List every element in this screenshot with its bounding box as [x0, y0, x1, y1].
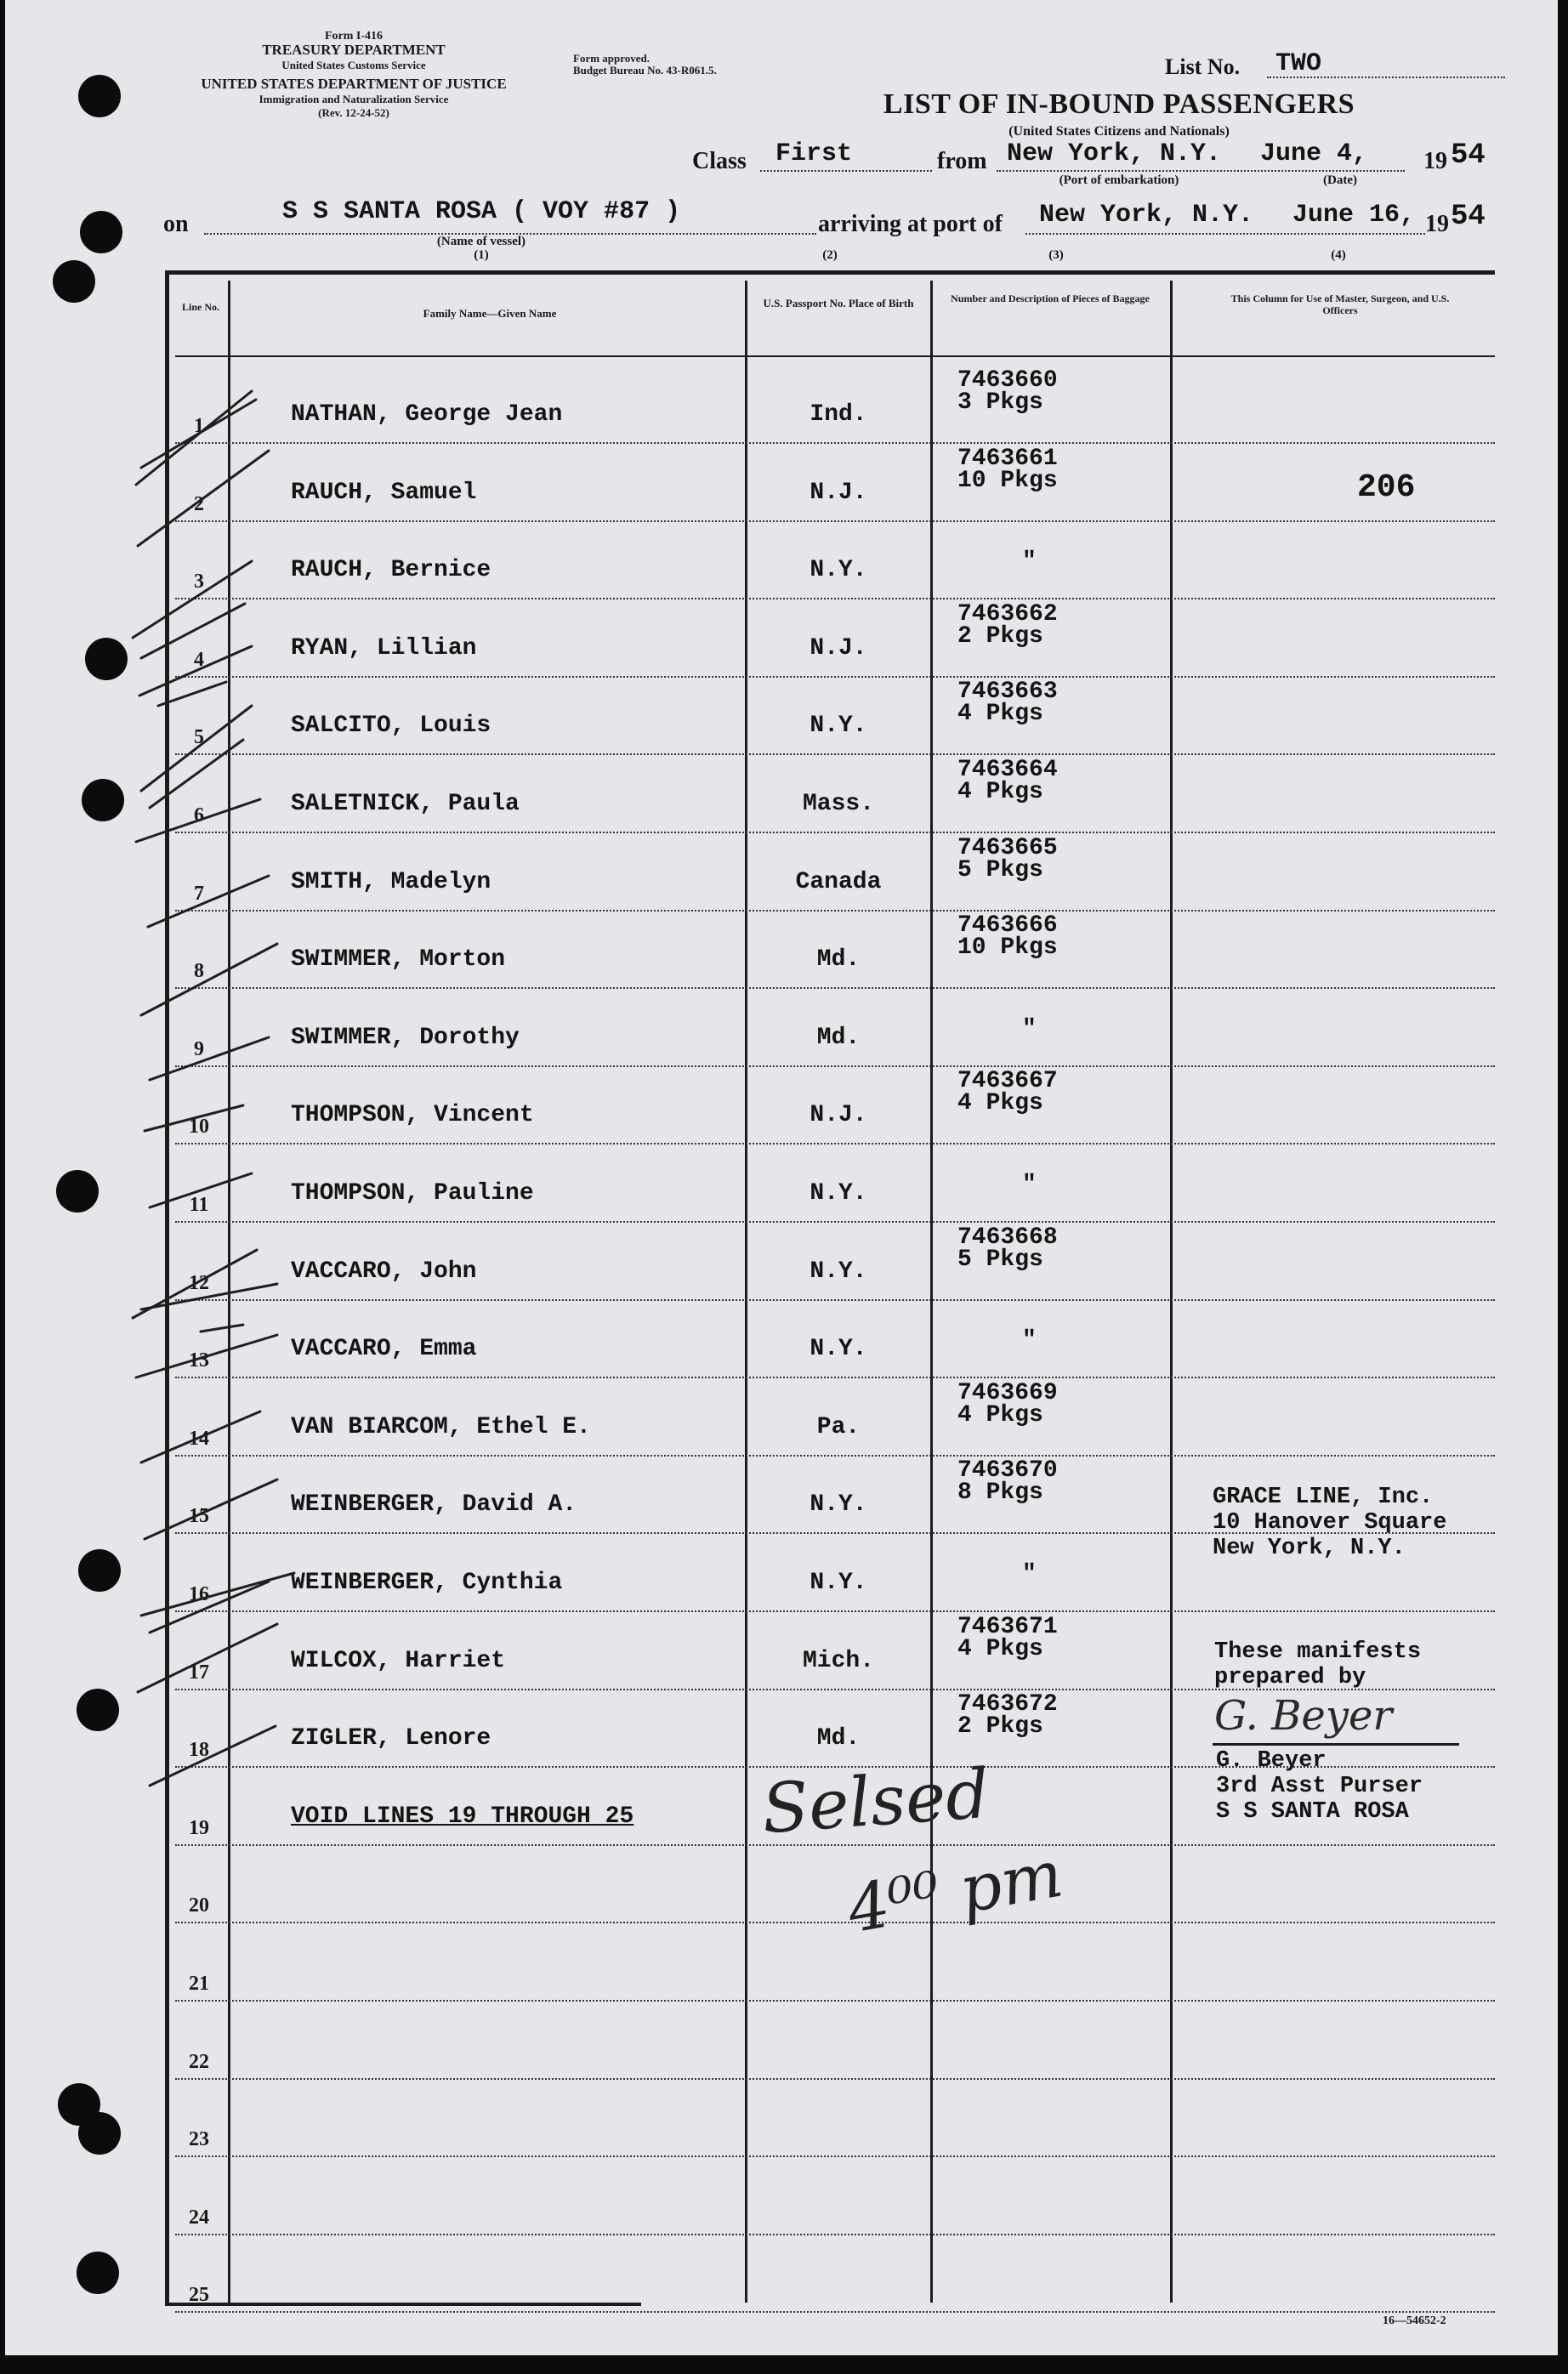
row-line-number: 3 — [194, 571, 204, 594]
arrival-year-prefix: 19 — [1425, 211, 1449, 237]
row-baggage-tag: 7463669 — [957, 1379, 1058, 1406]
row-place-of-birth: N.Y. — [810, 1180, 867, 1207]
row-line-number: 16 — [189, 1583, 209, 1605]
row-dotted-rule — [175, 1922, 1495, 1923]
ins-service: Immigration and Naturalization Service — [258, 93, 449, 105]
punch-hole — [53, 260, 95, 303]
row-line-number: 7 — [194, 882, 204, 905]
row-dotted-rule — [175, 1844, 1495, 1846]
header-officers: This Column for Use of Master, Surgeon, and U.S. Officers — [1230, 292, 1450, 316]
prepared-line-2: prepared by — [1214, 1665, 1366, 1690]
row-passenger-name: VACCARO, Emma — [291, 1336, 477, 1363]
arrival-port: New York, N.Y. — [1039, 201, 1254, 230]
punch-hole — [82, 779, 124, 821]
row-passenger-name: RAUCH, Bernice — [291, 557, 491, 584]
row-passenger-name: SALETNICK, Paula — [291, 791, 520, 817]
row-baggage-pieces: 4 Pkgs — [957, 779, 1043, 805]
row-line-number: 17 — [189, 1661, 209, 1684]
handwritten-word: Selsed — [759, 1753, 992, 1849]
row-place-of-birth: N.Y. — [810, 1491, 867, 1519]
row-baggage-tag: 7463671 — [957, 1613, 1058, 1640]
col-caption-4: (4) — [1331, 248, 1346, 262]
row-line-number: 23 — [189, 2128, 209, 2151]
row-passenger-name: RYAN, Lillian — [291, 634, 477, 662]
row-passenger-name: WEINBERGER, David A. — [291, 1491, 577, 1519]
row-line-number: 20 — [189, 1894, 209, 1917]
row-place-of-birth: N.Y. — [810, 1570, 867, 1596]
form-approved: Form approved. — [573, 52, 650, 65]
row-baggage-pieces: 5 Pkgs — [957, 1246, 1043, 1273]
from-label: from — [937, 148, 987, 174]
page-subtitle: (United States Citizens and Nationals) — [1008, 124, 1230, 139]
row-dotted-rule — [175, 2234, 1495, 2235]
punch-hole — [80, 211, 122, 253]
row-line-number: 1 — [194, 415, 204, 437]
row-passenger-name: WILCOX, Harriet — [291, 1647, 506, 1674]
prepared-line-1: These manifests — [1214, 1639, 1422, 1665]
col-caption-3: (3) — [1048, 248, 1064, 262]
row-dotted-rule — [175, 1455, 1495, 1457]
check-marks — [124, 366, 311, 1811]
row-baggage-pieces: 4 Pkgs — [957, 1635, 1043, 1662]
vessel-name: S S SANTA ROSA ( VOY #87 ) — [282, 197, 681, 226]
row-place-of-birth: N.Y. — [810, 557, 867, 584]
row-baggage-tag: 7463664 — [957, 757, 1058, 783]
row-baggage-pieces: 10 Pkgs — [957, 934, 1058, 962]
header-passport: U.S. Passport No. Place of Birth — [763, 297, 914, 310]
row-dotted-rule — [175, 1221, 1495, 1223]
col-caption-2: (2) — [822, 248, 838, 262]
row-baggage-tag: 7463661 — [957, 445, 1058, 472]
row-line-number: 11 — [189, 1194, 209, 1216]
row-dotted-rule — [175, 910, 1495, 912]
row-dotted-rule — [175, 1065, 1495, 1067]
signature: G. Beyer — [1214, 1692, 1393, 1740]
row-line-number: 2 — [194, 492, 204, 515]
row-place-of-birth: Canada — [795, 868, 882, 895]
row-baggage-tag: 7463672 — [957, 1691, 1058, 1718]
row-line-number: 5 — [194, 726, 204, 749]
signer-title: 3rd Asst Purser — [1216, 1774, 1423, 1799]
treasury-department: TREASURY DEPARTMENT — [262, 42, 446, 58]
class-value: First — [775, 139, 853, 168]
budget-bureau: Budget Bureau No. 43-R061.5. — [573, 64, 717, 77]
row-dotted-rule — [175, 1143, 1495, 1144]
embarkation-date: June 4, — [1260, 139, 1368, 168]
dotted-line — [1025, 233, 1425, 235]
row-place-of-birth: N.J. — [810, 634, 867, 662]
row-passenger-name: VOID LINES 19 THROUGH 25 — [291, 1803, 634, 1830]
list-no-value: TWO — [1275, 49, 1322, 78]
row-passenger-name: THOMPSON, Pauline — [291, 1180, 534, 1207]
arrival-year: 54 — [1451, 201, 1486, 233]
row-line-number: 14 — [189, 1427, 209, 1450]
row-dotted-rule — [175, 2155, 1495, 2157]
row-place-of-birth: Ind. — [810, 401, 867, 428]
row-dotted-rule — [175, 520, 1495, 522]
row-dotted-rule — [175, 987, 1495, 989]
row-place-of-birth: Pa. — [816, 1413, 861, 1440]
date-caption: (Date) — [1323, 173, 1357, 187]
row-passenger-name: SWIMMER, Dorothy — [291, 1024, 520, 1051]
row-passenger-name: SALCITO, Louis — [291, 713, 491, 740]
manifest-sheet — [5, 0, 1558, 2355]
row-line-number: 21 — [189, 1973, 209, 1995]
row-passenger-name: WEINBERGER, Cynthia — [291, 1570, 563, 1596]
row-dotted-rule — [175, 832, 1495, 833]
row-baggage-tag: 7463670 — [957, 1457, 1058, 1485]
row-baggage-pieces: 5 Pkgs — [957, 856, 1043, 883]
row-baggage-pieces: 4 Pkgs — [957, 701, 1043, 728]
signer-name: G. Beyer — [1216, 1748, 1327, 1774]
dotted-line — [997, 170, 1405, 172]
embarkation-port: New York, N.Y. — [1007, 139, 1222, 168]
row-dotted-rule — [175, 1377, 1495, 1378]
row-place-of-birth: N.Y. — [810, 1336, 867, 1363]
row-ditto-mark: " — [1022, 1561, 1037, 1587]
punch-hole — [56, 1170, 99, 1213]
row-place-of-birth: N.Y. — [810, 1258, 867, 1285]
dotted-line — [760, 170, 932, 172]
row-passenger-name: RAUCH, Samuel — [291, 479, 477, 506]
on-label: on — [163, 211, 189, 237]
arrival-date: June 16, — [1292, 201, 1416, 230]
row-line-number: 13 — [189, 1349, 209, 1372]
row-dotted-rule — [175, 676, 1495, 678]
signature-line — [1213, 1743, 1459, 1746]
row-ditto-mark: " — [1022, 1172, 1037, 1198]
row-line-number: 22 — [189, 2050, 209, 2073]
row-line-number: 10 — [189, 1116, 209, 1139]
row-line-number: 18 — [189, 1739, 209, 1762]
punch-hole — [77, 1689, 119, 1731]
row-ditto-mark: " — [1022, 548, 1037, 576]
row-passenger-name: THOMPSON, Vincent — [291, 1102, 534, 1129]
row-baggage-tag: 7463660 — [957, 367, 1058, 394]
page-title: LIST OF IN-BOUND PASSENGERS — [883, 88, 1355, 120]
row-line-number: 25 — [189, 2284, 209, 2307]
row-dotted-rule — [175, 753, 1495, 755]
row-passenger-name: VAN BIARCOM, Ethel E. — [291, 1413, 591, 1440]
row-line-number: 12 — [189, 1271, 209, 1294]
form-number: Form I-416 — [324, 30, 383, 43]
table-top-border — [165, 270, 1495, 275]
header-baggage: Number and Description of Pieces of Baggage — [951, 292, 1150, 304]
form-revision: (Rev. 12-24-52) — [318, 106, 389, 119]
row-place-of-birth: N.J. — [810, 479, 867, 506]
row-baggage-pieces: 4 Pkgs — [957, 1401, 1043, 1428]
row-line-number: 15 — [189, 1505, 209, 1528]
row-place-of-birth: Mass. — [802, 791, 874, 817]
row-place-of-birth: Mich. — [802, 1647, 874, 1674]
row-passenger-name: ZIGLER, Lenore — [291, 1725, 491, 1752]
row-line-number: 9 — [194, 1037, 204, 1060]
row-dotted-rule — [175, 2000, 1495, 2002]
row-passenger-name: SWIMMER, Morton — [291, 946, 506, 974]
row-baggage-tag: 7463662 — [957, 600, 1058, 628]
embarkation-caption: (Port of embarkation) — [1059, 173, 1179, 187]
header-divider — [175, 355, 1495, 357]
row-baggage-pieces: 2 Pkgs — [957, 1713, 1043, 1741]
row-line-number: 19 — [189, 1816, 209, 1839]
row-place-of-birth: N.Y. — [810, 713, 867, 740]
list-no-label: List No. — [1165, 54, 1241, 79]
row-baggage-pieces: 10 Pkgs — [957, 467, 1058, 494]
row-baggage-pieces: 8 Pkgs — [957, 1479, 1043, 1507]
row-dotted-rule — [175, 2311, 1495, 2313]
row-passenger-name: NATHAN, George Jean — [291, 401, 563, 428]
row-line-number: 4 — [194, 648, 204, 671]
row-baggage-tag: 7463665 — [957, 834, 1058, 861]
row-dotted-rule — [175, 598, 1495, 599]
row-place-of-birth: Md. — [816, 1725, 861, 1752]
handwritten-time: 4⁰⁰ pm — [842, 1835, 1068, 1948]
row-baggage-tag: 7463668 — [957, 1224, 1058, 1251]
row-baggage-pieces: 2 Pkgs — [957, 622, 1043, 650]
vessel-caption: (Name of vessel) — [436, 235, 526, 248]
col-caption-1: (1) — [474, 248, 489, 262]
row-passenger-name: SMITH, Madelyn — [291, 868, 491, 895]
punch-hole — [78, 2112, 121, 2155]
punch-hole — [77, 2252, 119, 2294]
shipping-line-city: New York, N.Y. — [1213, 1536, 1406, 1561]
footer-code: 16—54652-2 — [1383, 2314, 1446, 2327]
arriving-label: arriving at port of — [818, 211, 1003, 237]
row-baggage-tag: 7463663 — [957, 679, 1058, 706]
class-label: Class — [692, 148, 747, 174]
customs-service: United States Customs Service — [281, 59, 426, 71]
punch-hole — [78, 1549, 121, 1592]
from-year: 54 — [1451, 139, 1486, 172]
dotted-line — [1267, 77, 1505, 78]
row-baggage-tag: 7463666 — [957, 912, 1058, 940]
punch-hole — [78, 75, 121, 117]
punch-hole — [85, 638, 128, 680]
row-dotted-rule — [175, 442, 1495, 444]
row-ditto-mark: " — [1022, 1015, 1037, 1042]
row-dotted-rule — [175, 2078, 1495, 2080]
row-baggage-tag: 7463667 — [957, 1068, 1058, 1095]
signer-ship: S S SANTA ROSA — [1216, 1799, 1409, 1825]
header-line-no: Line No. — [181, 301, 219, 313]
row-ditto-mark: " — [1022, 1327, 1037, 1355]
shipping-line-name: GRACE LINE, Inc. — [1213, 1485, 1434, 1510]
row-place-of-birth: Md. — [816, 1024, 861, 1051]
row-passenger-name: VACCARO, John — [291, 1258, 477, 1285]
header-name: Family Name—Given Name — [423, 307, 557, 320]
row-dotted-rule — [175, 1610, 1495, 1612]
shipping-line-address: 10 Hanover Square — [1213, 1510, 1447, 1536]
row-place-of-birth: Md. — [816, 946, 861, 974]
row-line-number: 24 — [189, 2206, 209, 2229]
row-line-number: 6 — [194, 804, 204, 826]
count-206: 206 — [1357, 469, 1416, 506]
row-line-number: 8 — [194, 960, 204, 983]
from-year-prefix: 19 — [1423, 148, 1447, 174]
table-bottom-border — [165, 2303, 641, 2306]
row-place-of-birth: N.J. — [810, 1102, 867, 1129]
row-baggage-pieces: 4 Pkgs — [957, 1090, 1043, 1117]
row-dotted-rule — [175, 1299, 1495, 1301]
row-baggage-pieces: 3 Pkgs — [957, 389, 1043, 416]
department-of-justice: UNITED STATES DEPARTMENT OF JUSTICE — [201, 76, 507, 92]
